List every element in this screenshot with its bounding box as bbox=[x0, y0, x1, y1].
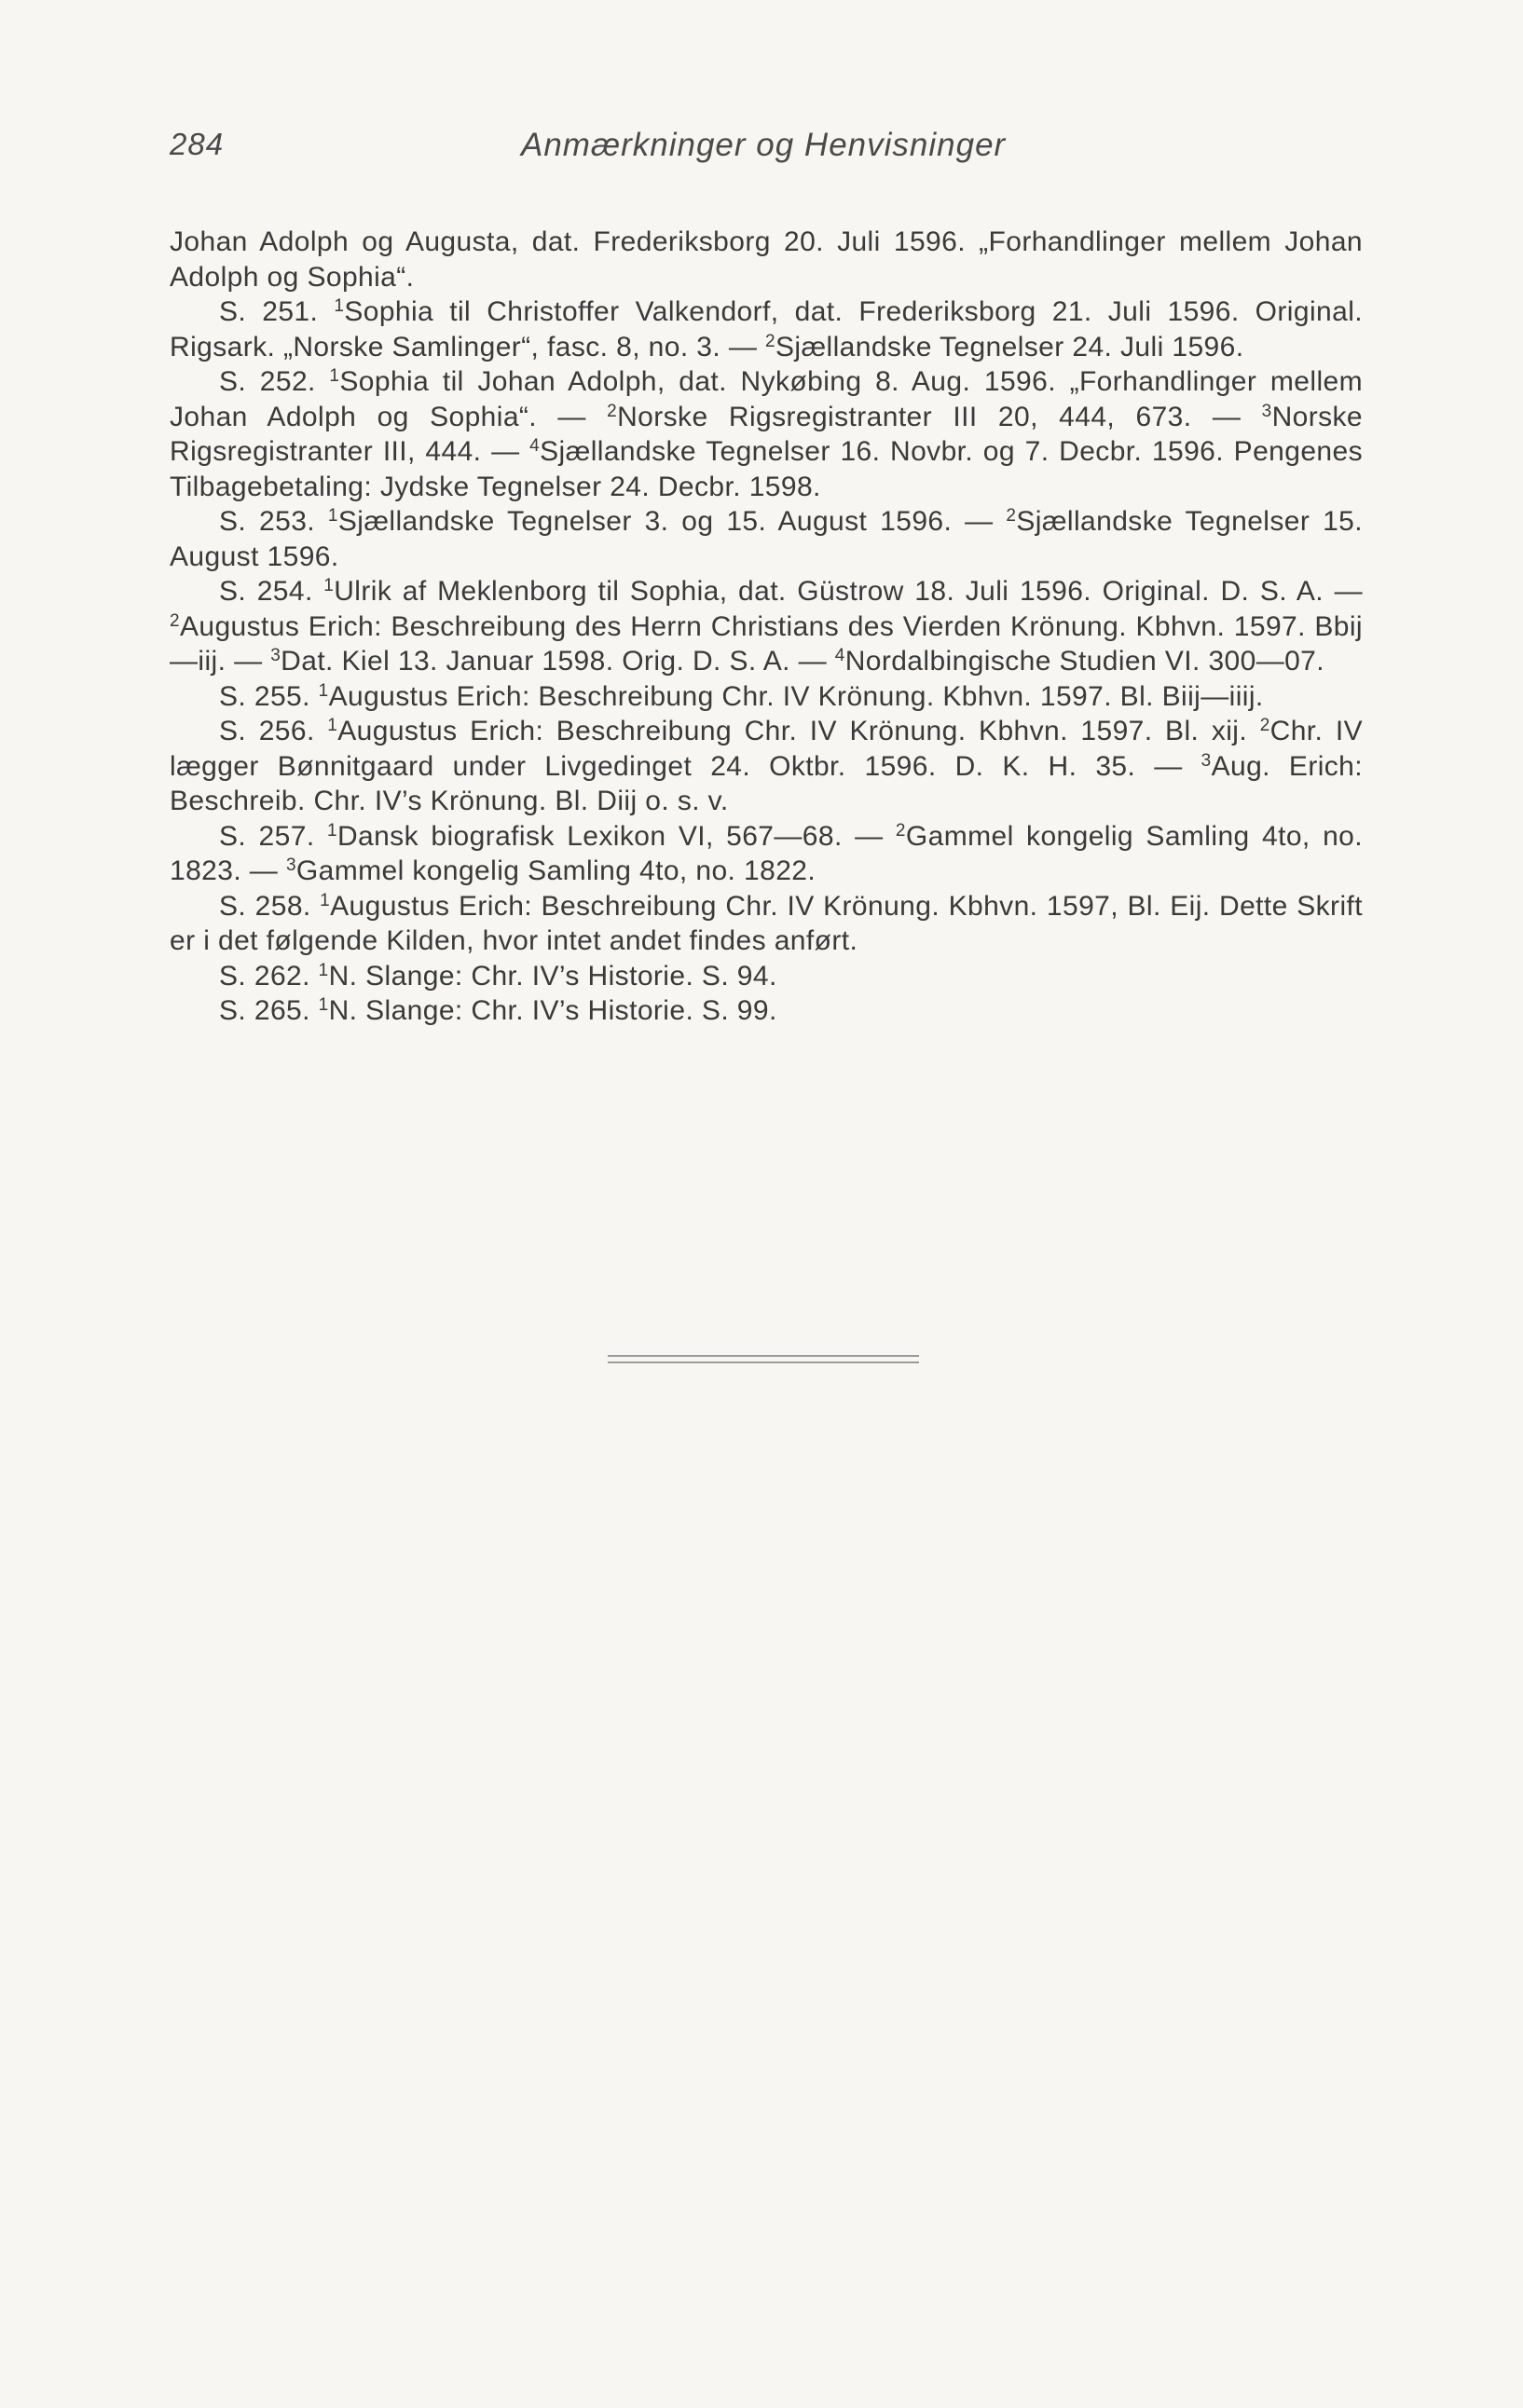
note-text: Norske Rigsregistranter III 20, 444, 673. — bbox=[617, 401, 1262, 432]
footnote-marker: 3 bbox=[285, 855, 296, 875]
note-text: Sjællandske Tegnelser 24. Juli 1596. bbox=[775, 331, 1244, 363]
note-text: Augustus Erich: Beschreibung Chr. IV Krönung. Kbhvn. 1597, Bl. Eij. Dette Skrift er i det følgende Kilden, hvor intet andet findes anført. bbox=[170, 890, 1363, 956]
footnote-marker: 1 bbox=[318, 680, 329, 701]
note-paragraph bbox=[170, 819, 1363, 889]
note-text: S. 265. bbox=[219, 995, 319, 1026]
footnote-marker: 3 bbox=[270, 646, 281, 665]
notes-body bbox=[170, 225, 1363, 1029]
note-text: Sjællandske Tegnelser 3. og 15. August 1596. — bbox=[337, 506, 1007, 537]
note-text: Norske Rigsregistranter III, 444. — bbox=[170, 401, 1363, 467]
footnote-marker: 1 bbox=[327, 716, 338, 735]
note-text: S. 253. bbox=[219, 506, 328, 537]
note-text: Sophia til Johan Adolph, dat. Nykøbing 8. Aug. 1596. „Forhandlinger mellem Johan Adolph og Sophia“. — bbox=[170, 366, 1363, 432]
note-paragraph bbox=[170, 574, 1363, 679]
note-text: S. 254. bbox=[219, 576, 324, 607]
footnote-marker: 1 bbox=[318, 960, 329, 980]
note-text: S. 255. bbox=[219, 680, 319, 712]
page-number: 284 bbox=[170, 127, 225, 161]
footnote-marker: 2 bbox=[765, 331, 775, 351]
footnote-marker: 4 bbox=[529, 436, 541, 456]
footnote-marker: 2 bbox=[170, 610, 180, 631]
note-paragraph bbox=[170, 993, 1363, 1029]
note-paragraph bbox=[170, 364, 1363, 504]
footnote-marker: 4 bbox=[834, 646, 845, 665]
footnote-marker: 1 bbox=[334, 296, 345, 316]
footnote-marker: 1 bbox=[329, 366, 340, 386]
note-paragraph bbox=[170, 959, 1363, 994]
note-text: Chr. IV lægger Bønnitgaard under Livgedinget 24. Oktbr. 1596. D. K. H. 35. — bbox=[170, 716, 1363, 782]
note-paragraph bbox=[170, 294, 1363, 364]
note-text: Augustus Erich: Beschreibung des Herrn Christians des Vierden Krönung. Kbhvn. 1597. Bbij—iij. — bbox=[170, 610, 1363, 677]
footnote-marker: 1 bbox=[323, 576, 335, 595]
footnote-marker: 1 bbox=[320, 890, 331, 910]
note-text: Sjællandske Tegnelser 15. August 1596. bbox=[170, 506, 1363, 572]
note-text: S. 257. bbox=[219, 820, 327, 852]
note-text: Aug. Erich: Beschreib. Chr. IV’s Krönung. Bl. Diij o. s. v. bbox=[170, 750, 1363, 816]
footnote-marker: 1 bbox=[318, 995, 329, 1015]
running-title: Anmærkninger og Henvisninger bbox=[521, 127, 1007, 163]
note-paragraph bbox=[170, 225, 1363, 294]
note-paragraph bbox=[170, 504, 1363, 574]
footnote-marker: 1 bbox=[326, 820, 337, 841]
footnote-marker: 2 bbox=[607, 401, 618, 421]
note-paragraph bbox=[170, 889, 1363, 959]
note-text: S. 258. bbox=[219, 890, 321, 922]
note-paragraph bbox=[170, 679, 1363, 715]
note-text: Sophia til Christoffer Valkendorf, dat. Frederiksborg 21. Juli 1596. Original. Rigsark. „Norske Samlinger“, fasc. 8, no. 3. — bbox=[170, 296, 1363, 363]
note-text: Gammel kongelig Samling 4to, no. 1822. bbox=[295, 855, 816, 886]
note-text: Nordalbingische Studien VI. 300—07. bbox=[844, 646, 1325, 677]
note-text: S. 256. bbox=[219, 716, 328, 746]
note-text: Gammel kongelig Samling 4to, no. 1823. — bbox=[170, 820, 1363, 886]
footnote-marker: 2 bbox=[1259, 716, 1270, 735]
note-text: N. Slange: Chr. IV’s Historie. S. 94. bbox=[328, 960, 777, 992]
note-text: S. 251. bbox=[219, 296, 335, 327]
note-text: S. 252. bbox=[219, 366, 330, 397]
note-text: Ulrik af Meklenborg til Sophia, dat. Güstrow 18. Juli 1596. Original. D. S. A. — bbox=[334, 576, 1363, 607]
note-text: Sjællandske Tegnelser 16. Novbr. og 7. Decbr. 1596. Pengenes Tilbagebetaling: Jydske Tegnelser 24. Decbr. 1598. bbox=[170, 436, 1363, 502]
end-rule-lower bbox=[608, 1361, 919, 1363]
footnote-marker: 2 bbox=[895, 820, 906, 841]
footnote-marker: 1 bbox=[327, 506, 338, 526]
footnote-marker: 2 bbox=[1006, 506, 1017, 526]
footnote-marker: 3 bbox=[1261, 401, 1272, 421]
footnote-marker: 3 bbox=[1201, 750, 1212, 771]
note-text: Johan Adolph og Augusta, dat. Frederiksborg 20. Juli 1596. „Forhandlinger mellem Johan Adolph og Sophia“. bbox=[170, 226, 1363, 293]
page-header bbox=[170, 127, 1381, 173]
note-text: Augustus Erich: Beschreibung Chr. IV Krönung. Kbhvn. 1597. Bl. xij. bbox=[337, 716, 1260, 746]
note-text: Dat. Kiel 13. Januar 1598. Orig. D. S. A. — bbox=[281, 646, 835, 677]
end-rule-upper bbox=[608, 1355, 919, 1357]
note-text: S. 262. bbox=[219, 960, 319, 992]
note-text: Augustus Erich: Beschreibung Chr. IV Krönung. Kbhvn. 1597. Bl. Biij—iiij. bbox=[328, 680, 1264, 712]
note-text: Dansk biografisk Lexikon VI, 567—68. — bbox=[336, 820, 896, 852]
note-text: N. Slange: Chr. IV’s Historie. S. 99. bbox=[328, 995, 777, 1026]
note-paragraph bbox=[170, 714, 1363, 819]
